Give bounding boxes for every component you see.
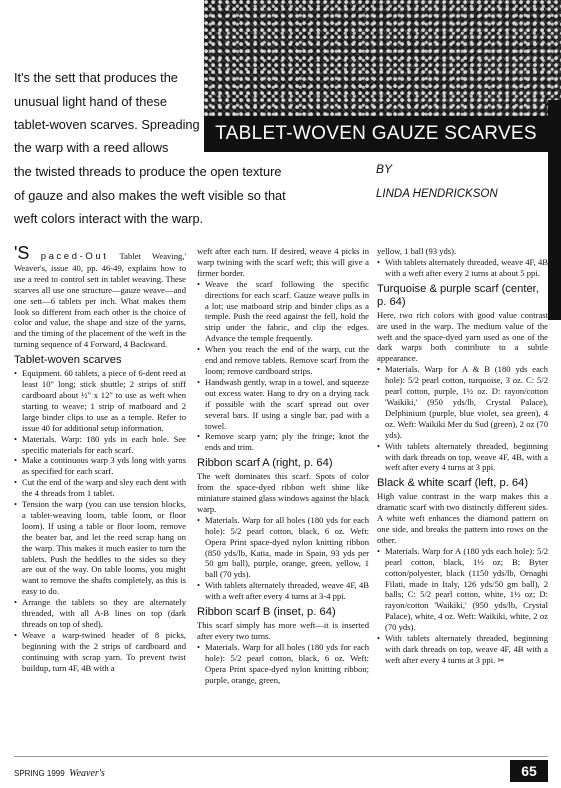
list-item: • Tension the warp (you can use tension blocks, a tablet-weaving loom, table loom, or floor loom). If using a table or floor loom, remove the beater bar, and let the reed scrap hang on the warp. This makes it much easier to turn the tablets. Push the heddles to the sides so they are out of the way. On table looms, you might want to remove the shafts completely, as this is easy to do. [14, 499, 186, 597]
list-item: • Make a continuous warp 3 yds long with yarns as specified for each scarf. [14, 455, 186, 477]
column-3 [377, 246, 548, 666]
col2-lead: weft after each turn. If desired, weave 4 picks in warp twining with the scarf weft; this will give a firmer border. [197, 246, 369, 278]
list-item: • With tablets alternately threaded, weave 4F, 4B with a weft after every 2 turns at about 5 ppi. [377, 257, 548, 279]
section-heading: Black & white scarf (left, p. 64) [377, 477, 529, 490]
col1-lead [14, 243, 186, 350]
list-item: • Materials. Warp for all holes (180 yds for each hole): 5/2 pearl cotton, black, 6 oz. Weft: Opera Print space-dyed nylon knitting ribbon; purple, orange, green, [197, 642, 369, 686]
intro-line-1: It's the sett that produces the [14, 70, 178, 85]
drop-cap: 'S [14, 243, 30, 263]
list-item: • With tablets alternately threaded, beginning with dark threads on top, weave 4F, 4B, with a weft after every 4 turns at 3 ppi. [377, 441, 548, 474]
list-item: • Equipment. 60 tablets, a piece of 6-dent reed at least 10" long; stick shuttle; 2 strips of stiff cardboard about ½" x 12" to use as weft when starting to weave; 1 strip of matboard and 2 large binder clips to use as a temple. Refer to issue 40 for additional setup information. [14, 368, 186, 433]
list-item: • When you reach the end of the warp, cut the end and remove tablets. Remove scarf from the loom; remove cardboard strips. [197, 344, 369, 377]
intro-line-5: the twisted threads to produce the open texture [14, 164, 282, 179]
list-item: • Weave a warp-twined header of 8 picks, beginning with the 2 strips of cardboard and continuing with scrap yarn. To prevent twist buildup, turn 4F, 4B with a [14, 630, 186, 674]
col2-list-2 [197, 515, 369, 602]
list-item: • With tablets alternately threaded, weave 4F, 4B with a weft after every 4 turns at 3-4 ppi. [197, 580, 369, 602]
list-item: • Materials. Warp for A & B (180 yds each hole): 5/2 pearl cotton, turquoise, 3 oz. C: 5/2 pearl cotton, purple, 1½ oz. D: rayon/cotton 'Waikiki,' (950 yds/lb, Crystal Palace), Delphinium (purple, blue violet, sea green), 4 oz. Weft: Waikiki Mer du Sud (green), 2 oz (70 yds). [377, 364, 548, 440]
list-item: • With tablets alternately threaded, beginning with dark threads on top, weave 4F, 4B with a weft after every 4 turns at 3 ppi. ✂ [377, 633, 548, 666]
intro-line-4: the warp with a reed allows [14, 140, 169, 155]
paragraph: High value contrast in the warp makes this a dramatic scarf with two distinctly different sides. A white weft enhances the diamond pattern on one side, and breaks the pattern into rows on the other. [377, 491, 548, 545]
paragraph: The weft dominates this scarf. Spots of color from the space-dyed ribbon weft shine like miniature stained glass windows against the black warp. [197, 471, 369, 514]
list-item: • Materials. Warp for all holes (180 yds for each hole): 5/2 pearl cotton, black, 6 oz. Weft: Opera Print space-dyed nylon knitting ribbon (850 yds/lb, Katia, made in Spain, 93 yds per 50 gm ball), purple, orange, green, yellow, 1 ball (70 yds). [197, 515, 369, 580]
paragraph: This scarf simply has more weft—it is inserted after every two turns. [197, 620, 369, 641]
article-title: TABLET-WOVEN GAUZE SCARVES [215, 123, 537, 144]
paragraph: Here, two rich colors with good value contrast are used in the warp. The medium value of the weft and the space-dyed yarn used as one of the dark warps both contribute to a subtle appearance. [377, 309, 548, 364]
column-2 [197, 246, 369, 686]
col2-list [197, 279, 369, 454]
section-heading: Ribbon scarf A (right, p. 64) [197, 457, 333, 470]
col1-list [14, 368, 186, 673]
footer-magazine: Weaver's [69, 768, 105, 779]
page-number: 65 [510, 760, 548, 782]
section-heading: Turquoise & purple scarf (center, p. 64) [377, 282, 539, 308]
col1-lead-text: Tablet Weaving,' Weaver's, issue 40, pp. 46-49, explains how to use a reed to control sett in tablet weaving. These scarves all use one structure—gauze weave—and one sett—6 tablets per inch. What makes them look so different from each other is the choice of color and value, the shape and size of the yarns, and the timing of the placement of the weft in the turning sequence of 4 Forward, 4 Backward. [14, 251, 186, 350]
col2-list-3 [197, 642, 369, 686]
list-item: • Cut the end of the warp and sley each dent with the 4 threads from 1 tablet. [14, 477, 186, 499]
column-1 [14, 243, 186, 674]
footer-issue [14, 768, 105, 779]
byline-author: LINDA HENDRICKSON [376, 188, 498, 200]
section-heading: Ribbon scarf B (inset, p. 64) [197, 606, 336, 619]
list-item: • Remove scarp yarn; ply the fringe; knot the ends and trim. [197, 431, 369, 453]
list-item: • Arrange the tablets so they are alternately threaded, with all A-B lines on top (dark threads on top of shed). [14, 597, 186, 630]
intro-line-6: of gauze and also makes the weft visible so that [14, 188, 286, 203]
col3-list-3 [377, 546, 548, 666]
section-heading: Tablet-woven scarves [14, 354, 122, 367]
list-item: • Materials. Warp: 180 yds in each hole. See specific materials for each scarf. [14, 434, 186, 456]
footer-rule [14, 756, 548, 757]
edge-bar [548, 100, 561, 320]
list-item: • Handwash gently, wrap in a towel, and squeeze out excess water. Hang to dry on a drying rack if possible with the scarf spread out over several bars. If using a single bar, pad with a towel. [197, 377, 369, 432]
col3-list-2 [377, 364, 548, 473]
col3-lead: yellow, 1 ball (93 yds). [377, 246, 457, 256]
col3-list [377, 257, 548, 279]
footer-issue-date: SPRING 1999 [14, 769, 65, 778]
intro-line-2: unusual light hand of these [14, 94, 167, 109]
intro-line-7: weft colors interact with the warp. [14, 211, 204, 226]
list-item: • Weave the scarf following the specific directions for each scarf. Gauze weave pulls in a lot; use matboard strip and binder clips as a temple. Push the reed against the fell, hold the strip under the fabric, and clip the edges. Advance the temple frequently. [197, 279, 369, 344]
spaced-title: paced-Out [40, 251, 109, 262]
intro-line-3: tablet-woven scarves. Spreading [14, 117, 200, 132]
byline-by: BY [376, 162, 393, 176]
list-item: • Materials. Warp for A (180 yds each hole): 5/2 pearl cotton, black, 1½ oz; B: Byter cotton/polyester, black (1150 yds/lb, Ornaghi Filati, made in Italy, 126 yds/50 gm ball), 2 balls; C: 5/2 pearl cotton, white, 1½ oz; D: rayon/cotton 'Waikiki,' (950 yds/lb, Crystal Palace), white, 4 oz. Weft: Waikiki, white, 2 oz (70 yds). [377, 546, 548, 633]
